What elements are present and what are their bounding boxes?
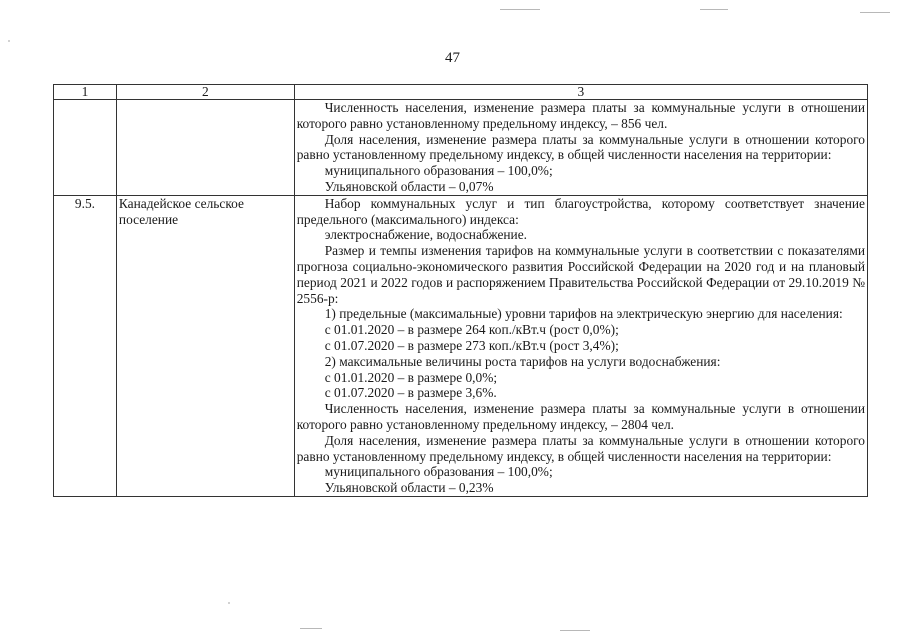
column-header-2: 2: [116, 85, 294, 100]
content-paragraph: Численность населения, изменение размера платы за коммунальные услуги в отношении которого равно установленному предельному индексу, – 856 чел.: [296, 100, 865, 131]
scan-artifact: [228, 602, 230, 604]
row-content: [294, 100, 867, 196]
document-table: [53, 84, 868, 497]
column-header-3: 3: [294, 85, 867, 100]
table-header-row: [54, 85, 868, 100]
scan-artifact: [8, 40, 10, 42]
scan-artifact: [500, 9, 540, 10]
content-paragraph: муниципального образования – 100,0%;: [324, 464, 553, 480]
page-number: 47: [445, 50, 460, 66]
settlement-name: Канадейское сельское поселение: [116, 195, 294, 496]
content-paragraph: муниципального образования – 100,0%;: [324, 163, 553, 179]
row-number: [54, 100, 117, 196]
column-header-1: 1: [54, 85, 117, 100]
content-paragraph: Численность населения, изменение размера платы за коммунальные услуги в отношении которого равно установленному предельному индексу, – 2804 чел.: [296, 401, 865, 432]
scan-artifact: [860, 12, 890, 13]
content-paragraph: Размер и темпы изменения тарифов на коммунальные услуги в соответствии с показателями прогноза социально-экономического развития Российской Федерации на 2020 год и на плановый период 2021 и 2022 годов и распоряжением Правительства Российской Федерации от 29.10.2019 № 2556-р:: [296, 243, 865, 306]
content-paragraph: с 01.01.2020 – в размере 264 коп./кВт.ч (рост 0,0%);: [324, 322, 619, 338]
table-row: [54, 100, 868, 196]
content-paragraph: Набор коммунальных услуг и тип благоустройства, которому соответствует значение предельного (максимального) индекса:: [296, 195, 865, 227]
content-paragraph: Доля населения, изменение размера платы за коммунальные услуги в отношении которого равно установленному предельному индексу, в общей численности населения на территории:: [296, 131, 865, 163]
content-paragraph: с 01.07.2020 – в размере 273 коп./кВт.ч (рост 3,4%);: [324, 337, 619, 353]
content-paragraph: Ульяновской области – 0,23%: [324, 480, 494, 496]
scan-artifact: [700, 9, 728, 10]
row-content: [294, 195, 867, 496]
row-number: 9.5.: [54, 195, 117, 496]
table-row: [54, 195, 868, 496]
content-paragraph: Доля населения, изменение размера платы за коммунальные услуги в отношении которого равно установленному предельному индексу, в общей численности населения на территории:: [296, 432, 865, 464]
content-paragraph: электроснабжение, водоснабжение.: [324, 227, 528, 243]
scan-artifact: [560, 630, 590, 631]
settlement-name: [116, 100, 294, 196]
content-paragraph: 1) предельные (максимальные) уровни тарифов на электрическую энергию для населения:: [324, 306, 843, 322]
scan-artifact: [300, 628, 322, 629]
content-paragraph: с 01.01.2020 – в размере 0,0%;: [324, 369, 498, 385]
content-paragraph: с 01.07.2020 – в размере 3,6%.: [324, 385, 497, 401]
content-paragraph: 2) максимальные величины роста тарифов на услуги водоснабжения:: [324, 353, 721, 369]
content-paragraph: Ульяновской области – 0,07%: [324, 178, 494, 194]
